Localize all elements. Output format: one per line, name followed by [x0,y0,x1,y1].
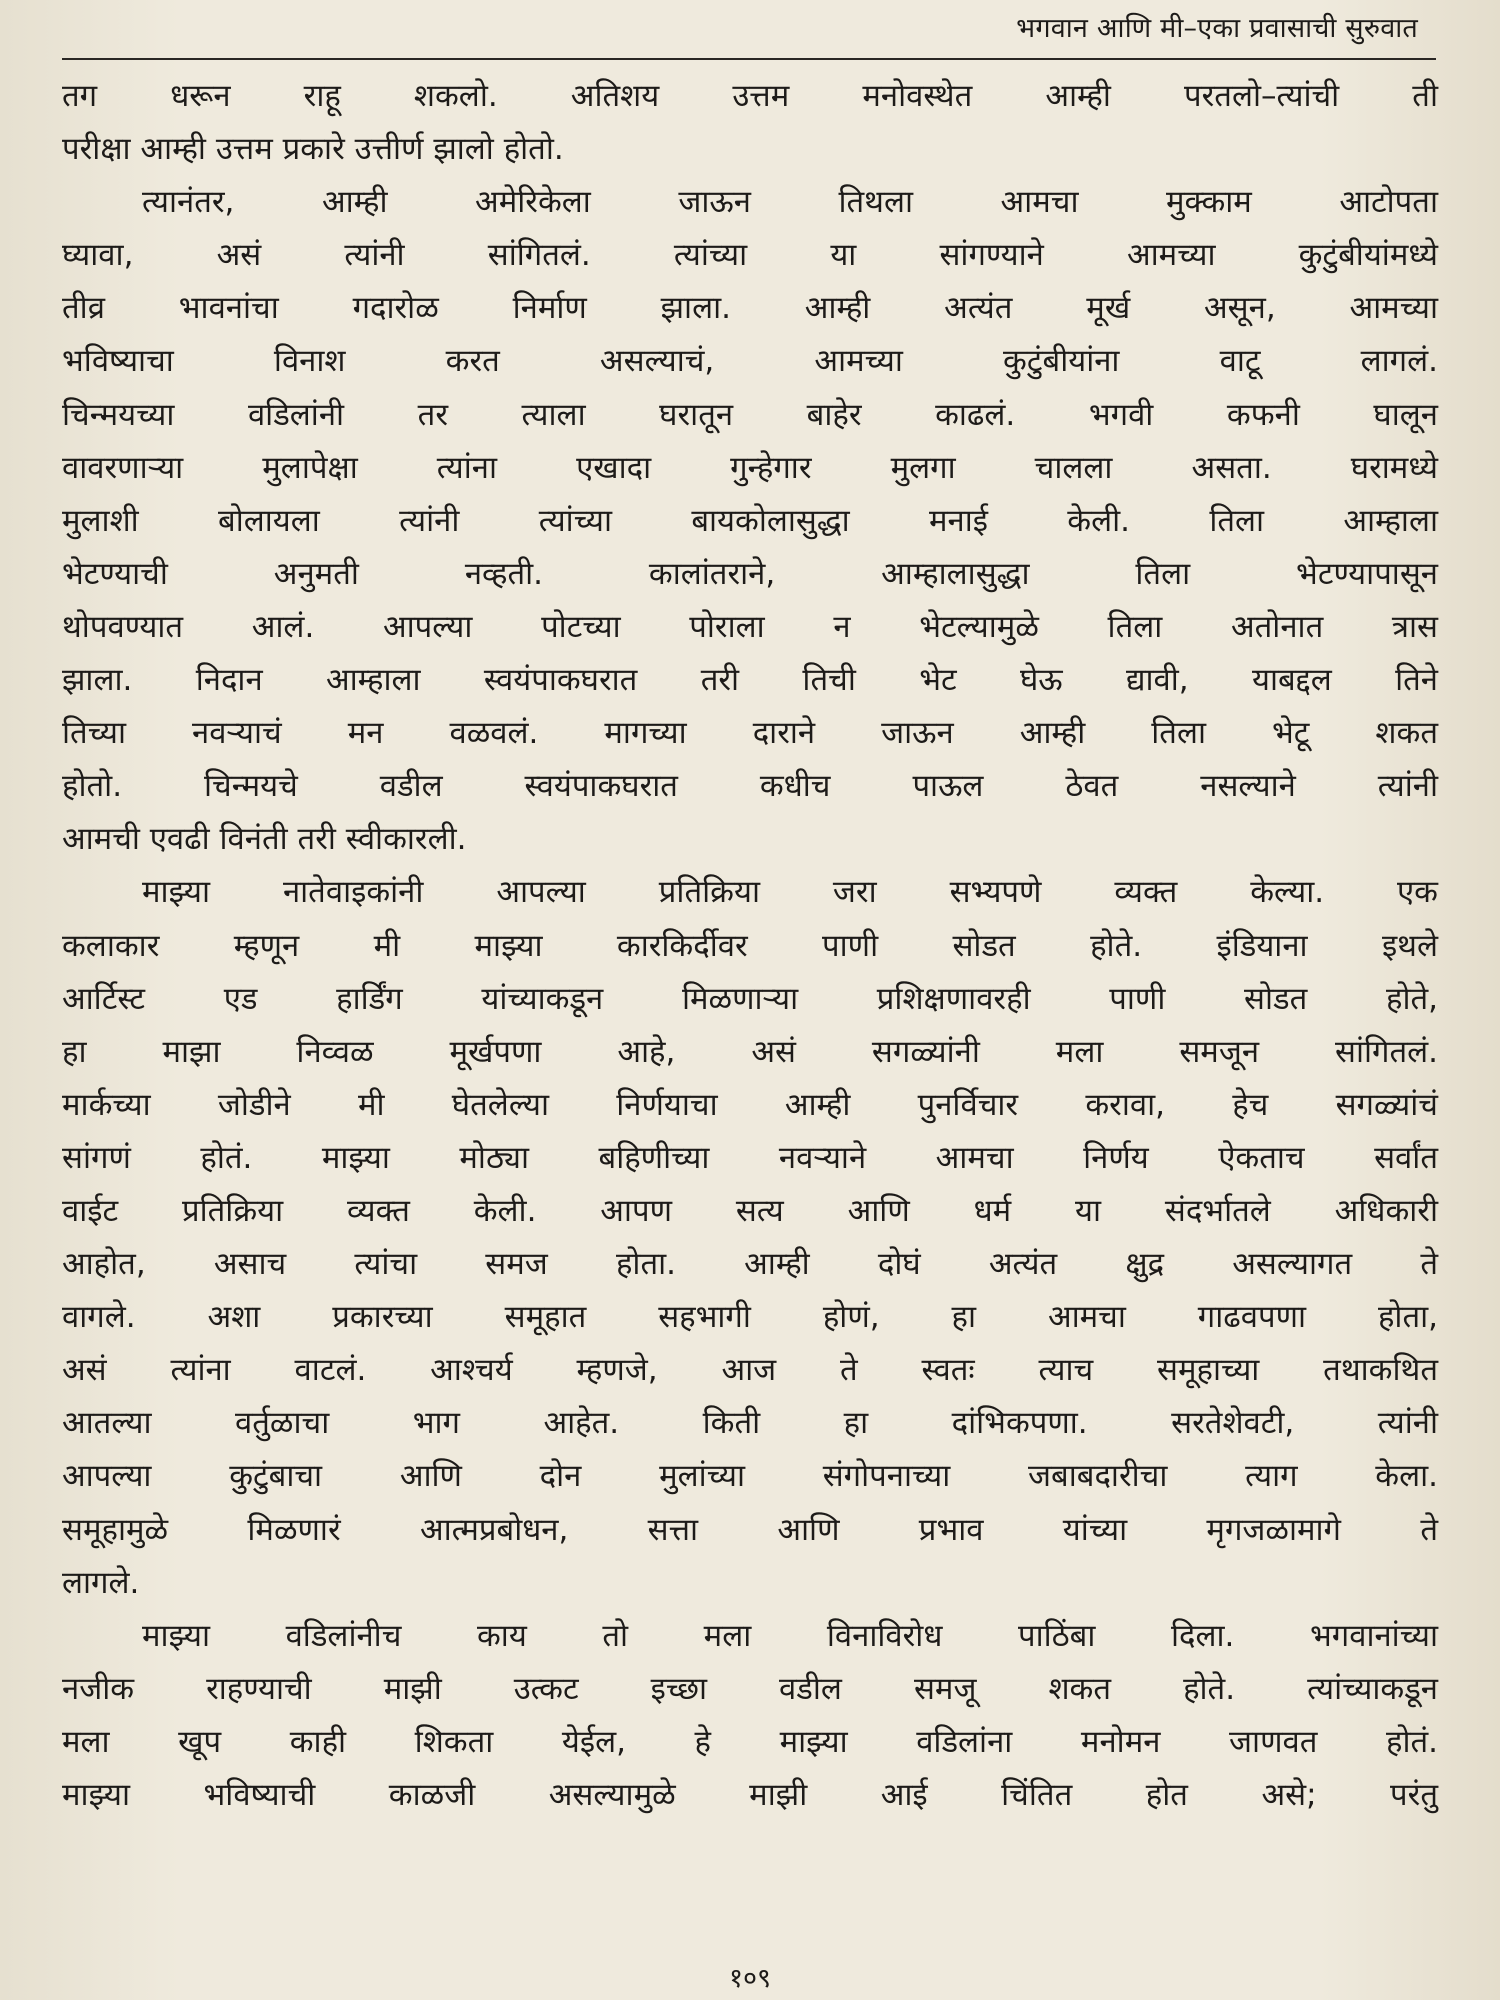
text-line: भेटण्याची अनुमती नव्हती. कालांतराने, आम्हालासुद्धा तिला भेटण्यापासून [62,555,1438,592]
text-line: हा माझा निव्वळ मूर्खपणा आहे, असं सगळ्यांनी मला समजून सांगितलं. [62,1033,1438,1070]
text-line: मार्कच्या जोडीने मी घेतलेल्या निर्णयाचा आम्ही पुनर्विचार करावा, हेच सगळ्यांचं [62,1086,1438,1123]
running-head: भगवान आणि मी–एका प्रवासाची सुरुवात [1016,13,1418,44]
text-line: आहोत, असाच त्यांचा समज होता. आम्ही दोघं अत्यंत क्षुद्र असल्यागत ते [62,1246,1438,1283]
text-line: मला खूप काही शिकता येईल, हे माझ्या वडिलांना मनोमन जाणवत होतं. [62,1723,1438,1760]
text-line: सांगणं होतं. माझ्या मोठ्या बहिणीच्या नवऱ्याने आमचा निर्णय ऐकताच सर्वांत [62,1139,1438,1176]
text-line: भविष्याचा विनाश करत असल्याचं, आमच्या कुटुंबीयांना वाटू लागलं. [62,343,1438,380]
text-line: मुलाशी बोलायला त्यांनी त्यांच्या बायकोलासुद्धा मनाई केली. तिला आम्हाला [62,502,1438,539]
text-line: तीव्र भावनांचा गदारोळ निर्माण झाला. आम्ही अत्यंत मूर्ख असून, आमच्या [62,290,1438,327]
body-text [62,70,1438,1822]
text-line: कलाकार म्हणून मी माझ्या कारकिर्दीवर पाणी सोडत होते. इंडियाना इथले [62,927,1438,964]
text-line: आतल्या वर्तुळाचा भाग आहेत. किती हा दांभिकपणा. सरतेशेवटी, त्यांनी [62,1405,1438,1442]
text-line: आर्टिस्ट एड हार्डिंग यांच्याकडून मिळणाऱ्या प्रशिक्षणावरही पाणी सोडत होते, [62,980,1438,1017]
text-line: नजीक राहण्याची माझी उत्कट इच्छा वडील समजू शकत होते. त्यांच्याकडून [62,1670,1438,1707]
text-line: घ्यावा, असं त्यांनी सांगितलं. त्यांच्या या सांगण्याने आमच्या कुटुंबीयांमध्ये [62,237,1438,274]
text-line: वावरणाऱ्या मुलापेक्षा त्यांना एखादा गुन्हेगार मुलगा चालला असता. घरामध्ये [62,449,1438,486]
text-line: आमची एवढी विनंती तरी स्वीकारली. [62,821,467,858]
text-line: असं त्यांना वाटलं. आश्चर्य म्हणजे, आज ते स्वतः त्याच समूहाच्या तथाकथित [62,1352,1438,1389]
text-line: तग धरून राहू शकलो. अतिशय उत्तम मनोवस्थेत आम्ही परतलो–त्यांची ती [62,78,1438,114]
text-line: होतो. चिन्मयचे वडील स्वयंपाकघरात कधीच पाऊल ठेवत नसल्याने त्यांनी [62,768,1438,805]
header-rule [62,58,1436,60]
text-line: वाईट प्रतिक्रिया व्यक्त केली. आपण सत्य आणि धर्म या संदर्भातले अधिकारी [62,1192,1438,1229]
text-line: वागले. अशा प्रकारच्या समूहात सहभागी होणं, हा आमचा गाढवपणा होता, [62,1299,1438,1336]
text-line: लागले. [62,1564,140,1601]
text-line: परीक्षा आम्ही उत्तम प्रकारे उत्तीर्ण झालो होतो. [62,131,564,168]
text-line: चिन्मयच्या वडिलांनी तर त्याला घरातून बाहेर काढलं. भगवी कफनी घालून [62,396,1438,433]
text-line: तिच्या नवऱ्याचं मन वळवलं. मागच्या दाराने जाऊन आम्ही तिला भेटू शकत [62,715,1438,752]
text-line: झाला. निदान आम्हाला स्वयंपाकघरात तरी तिची भेट घेऊ द्यावी, याबद्दल तिने [62,662,1438,699]
text-line: माझ्या वडिलांनीच काय तो मला विनाविरोध पाठिंबा दिला. भगवानांच्या [142,1617,1438,1654]
text-line: त्यानंतर, आम्ही अमेरिकेला जाऊन तिथला आमचा मुक्काम आटोपता [142,184,1438,221]
text-line: थोपवण्यात आलं. आपल्या पोटच्या पोराला न भेटल्यामुळे तिला अतोनात त्रास [62,608,1438,645]
text-line: माझ्या नातेवाइकांनी आपल्या प्रतिक्रिया जरा सभ्यपणे व्यक्त केल्या. एक [142,874,1438,911]
text-line: समूहामुळे मिळणारं आत्मप्रबोधन, सत्ता आणि प्रभाव यांच्या मृगजळामागे ते [62,1511,1438,1548]
page-number: १०९ [728,1963,772,1994]
text-line: आपल्या कुटुंबाचा आणि दोन मुलांच्या संगोपनाच्या जबाबदारीचा त्याग केला. [62,1458,1438,1495]
text-line: माझ्या भविष्याची काळजी असल्यामुळे माझी आई चिंतित होत असे; परंतु [62,1777,1438,1813]
